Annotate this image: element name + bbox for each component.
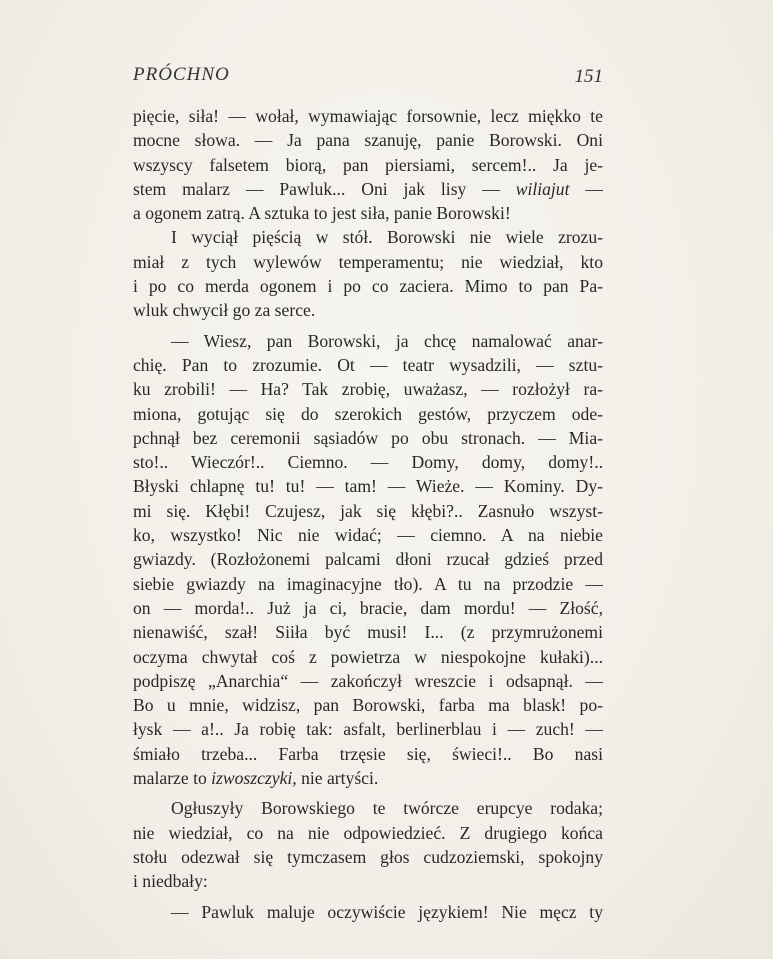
text-line: siebie gwiazdy na imaginacyjne tło). A tu na przodzie — <box>133 573 603 594</box>
text-line: miona, gotując się do szerokich gestów, przyczem ode- <box>133 403 603 424</box>
body-text <box>133 104 603 924</box>
italic-word: wiliajut <box>515 178 570 199</box>
text-line: Bo u mnie, widzisz, pan Borowski, farba ma blask! po- <box>133 695 603 716</box>
text-line: Błyski chlapnę tu! tu! — tam! — Wieże. — Kominy. Dy- <box>133 476 603 497</box>
text-line: pięcie, siła! — wołał, wymawiając forsownie, lecz miękko te <box>133 106 603 126</box>
italic-word: izwoszczyki, <box>211 768 297 789</box>
text-line: i niedbały: <box>133 871 208 892</box>
text-line: gwiazdy. (Rozłożonemi palcami dłoni rzucał gdzieś przed <box>133 549 603 570</box>
paragraph <box>133 225 603 322</box>
text-line: Ogłuszyły Borowskiego te twórcze erupcye rodaka; <box>171 798 603 819</box>
text-line: podpiszę „Anarchia“ — zakończył wreszcie i odsapnął. — <box>133 670 603 691</box>
text-line: nie wiedział, co na nie odpowiedzieć. Z drugiego końca <box>133 822 603 843</box>
text-line: stołu odezwał się tymczasem głos cudzoziemski, spokojny <box>133 846 603 867</box>
page-header <box>133 64 603 90</box>
paragraph <box>133 329 603 791</box>
paragraph <box>133 104 603 225</box>
text-line: wszyscy falsetem biorą, pan piersiami, sercem!.. Ja je- <box>133 154 603 175</box>
text-line: wluk chwycił go za serce. <box>133 300 316 321</box>
text-line: stem malarz — Pawluk... Oni jak lisy — wiliajut — <box>133 178 603 199</box>
text-line: chię. Pan to zrozumie. Ot — teatr wysadzili, — sztu- <box>133 354 603 375</box>
paragraph <box>133 900 603 924</box>
text-line: I wyciął pięścią w stół. Borowski nie wiele zrozu- <box>171 227 603 248</box>
paragraph <box>133 796 603 893</box>
text-line: ko, wszystko! Nic nie widać; — ciemno. A na niebie <box>133 525 603 546</box>
text-line: malarze to izwoszczyki, nie artyści. <box>133 768 379 789</box>
text-line: — Wiesz, pan Borowski, ja chcę namalować anar- <box>171 330 603 351</box>
text-line: a ogonem zatrą. A sztuka to jest siła, panie Borowski! <box>133 203 511 224</box>
text-line: on — morda!.. Już ja ci, bracie, dam mordu! — Złość, <box>133 597 603 618</box>
page-number: 151 <box>574 66 603 87</box>
text-line: śmiało trzeba... Farba trzęsie się, świeci!.. Bo nasi <box>133 743 603 764</box>
text-line: — Pawluk maluje oczywiście językiem! Nie męcz ty <box>171 901 603 922</box>
text-line: mocne słowa. — Ja pana szanuję, panie Borowski. Oni <box>133 130 603 151</box>
text-line: ku zrobili! — Ha? Tak zrobię, uważasz, — rozłożył ra- <box>133 379 603 400</box>
text-line: i po co merda ogonem i po co zaciera. Mimo to pan Pa- <box>133 276 603 297</box>
text-line: miał z tych wylewów temperamentu; nie wiedział, kto <box>133 251 603 272</box>
text-line: łysk — a!.. Ja robię tak: asfalt, berlinerblau i — zuch! — <box>133 719 603 740</box>
running-title: PRÓCHNO <box>133 64 230 85</box>
text-line: sto!.. Wieczór!.. Ciemno. — Domy, domy, domy!.. <box>133 452 603 473</box>
text-line: pchnął bez ceremonii sąsiadów po obu stronach. — Mia- <box>133 427 603 448</box>
text-line: oczyma chwytał coś z powietrza w niespokojne kułaki)... <box>133 646 603 667</box>
text-line: mi się. Kłębi! Czujesz, jak się kłębi?.. Zasnuło wszyst- <box>133 500 603 521</box>
text-line: nienawiść, szał! Siiła być musi! I... (z przymrużonemi <box>133 622 603 643</box>
